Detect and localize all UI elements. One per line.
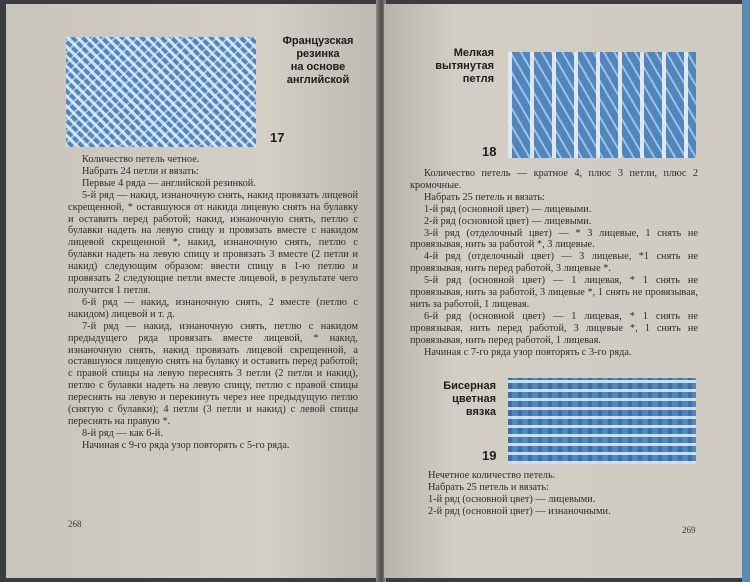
paragraph: 4-й ряд (отделочный цвет) — 3 лицевые, *1 снять не провязывая, нить перед работой, 3 лицевые *. <box>410 251 698 275</box>
paragraph: Набрать 25 петель и вязать: <box>424 191 545 203</box>
page-number: 269 <box>682 525 696 535</box>
paragraph: 6-й ряд (основной цвет) — 1 лицевая, * 1 снять не провязывая, нить перед работой, 3 лицевые *, 1 снять не провязывая, нить перед работой, 1 лицевая. <box>410 310 698 346</box>
paragraph: 2-й ряд (основной цвет) — изнаночными. <box>428 505 611 517</box>
pattern-17-instructions <box>68 154 358 452</box>
paragraph: Количество петель — кратное 4, плюс 3 петли, плюс 2 кромочные. <box>410 168 698 191</box>
paragraph: Набрать 24 петли и вязать: <box>82 165 199 177</box>
pattern-18-instructions <box>410 168 698 359</box>
paragraph: 5-й ряд — накид, изнаночную снять, накид провязать лицевой скрещенной, * оставшуюся от накида лицевую снять на булавку и оставить перед работой; накид, изнаночную снять, петлю с булавки надеть на левую спицу и провязать вместе с накидом лицевой скрещенной *, накид, изнаночную снять, петлю с булавки надеть на левую спицу и провязать 3 вместе (2 петли и накид) следующим образом: ввести спицу в 1-ю петлю и провязать 2 следующие петли вместе лицевой, в результате чего получится 1 петля. <box>68 189 358 296</box>
pattern-18-photo <box>508 52 696 158</box>
pattern-19-instructions <box>414 470 698 518</box>
right-page <box>384 4 742 578</box>
paragraph: 7-й ряд — накид, изнаночную снять, петлю с накидом предыдущего ряда провязать вместе лицевой, * накид, изнаночную снять, накид провязать лицевой скрещенной, а оставшуюся лицевую снять на булавку и оставить перед работой; с правой спицы на левую переснять 3 петли (2 петли и накид), петлю с булавки надеть на левую спицу, петлю с правой спицы переснять на левую и перекинуть через нее предыдущую петлю (снятую с булавки); 4 петли (3 петли и накид) с левой спицы переснять на правую *. <box>68 320 358 427</box>
paragraph: Количество петель четное. <box>82 154 200 165</box>
pattern-19-title: Бисерная цветная вязка <box>443 380 496 418</box>
paragraph: Начиная с 9-го ряда узор повторять с 5-го ряда. <box>82 439 290 451</box>
pattern-17-title: Французская резинка на основе английской <box>282 35 354 86</box>
paragraph: 1-й ряд (основной цвет) — лицевыми. <box>424 203 592 215</box>
paragraph: 2-й ряд (основной цвет) — лицевыми. <box>424 215 592 227</box>
pattern-19-photo <box>508 378 696 464</box>
paragraph: 6-й ряд — накид, изнаночную снять, 2 вместе (петлю с накидом) лицевой и т. д. <box>68 296 358 320</box>
page-number: 268 <box>68 519 82 529</box>
background-edge <box>742 0 750 582</box>
paragraph: Набрать 25 петель и вязать: <box>428 481 549 493</box>
pattern-18-number: 18 <box>482 144 497 159</box>
paragraph: 3-й ряд (отделочный цвет) — * 3 лицевые, 1 снять не провязывая, нить за работой *, 3 лицевые. <box>410 227 698 251</box>
pattern-17-photo <box>66 37 256 147</box>
paragraph: 8-й ряд — как 6-й. <box>82 427 163 439</box>
pattern-18-title: Мелкая вытянутая петля <box>435 47 494 85</box>
paragraph: 5-й ряд (основной цвет) — 1 лицевая, * 1 снять не провязывая, нить за работой, 3 лицевые *, 1 снять не провязывая, нить за работой, 1 лицевая. <box>410 275 698 310</box>
paragraph: Нечетное количество петель. <box>428 470 556 481</box>
paragraph: Первые 4 ряда — английской резинкой. <box>82 177 256 189</box>
pattern-17-number: 17 <box>270 130 285 145</box>
pattern-19-number: 19 <box>482 448 497 463</box>
paragraph: Начиная с 7-го ряда узор повторять с 3-го ряда. <box>424 346 632 358</box>
left-page <box>6 4 378 578</box>
paragraph: 1-й ряд (основной цвет) — лицевыми. <box>428 493 596 505</box>
